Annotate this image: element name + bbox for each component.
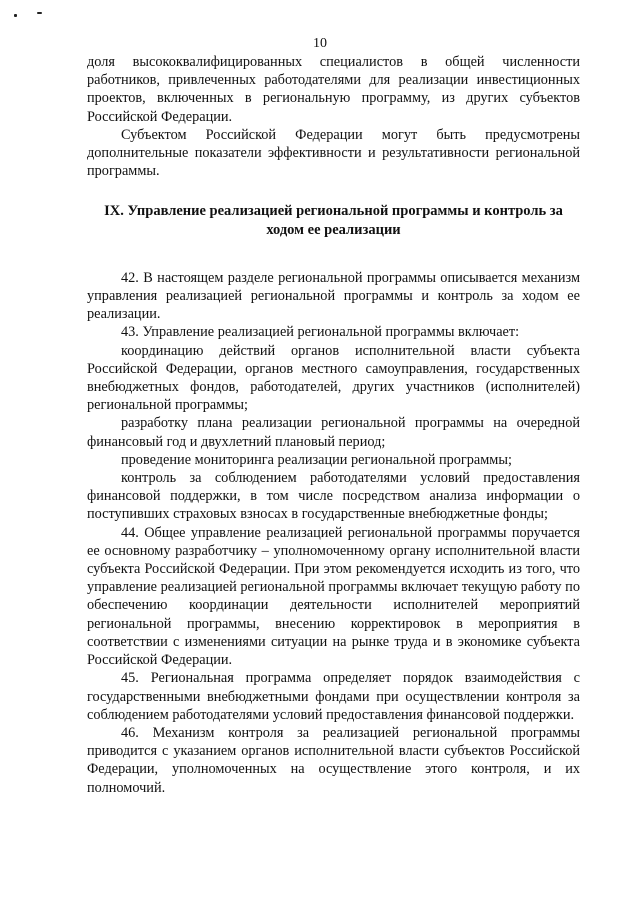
paragraph: 44. Общее управление реализацией региональной программы поручается ее основному разработчику – уполномоченному органу исполнительной власти субъекта Российской Федерации. При этом рекомендуется исходить из того, что управление реализацией региональной программы включает текущую работу по обеспечению координации деятельности исполнителей мероприятий региональной программы, внесению корректировок в мероприятия в соответствии с изменениями ситуации на рынке труда и в экономике субъекта Российской Федерации. [87, 524, 580, 669]
paragraph: 45. Региональная программа определяет порядок взаимодействия с государственными внебюджетными фондами при осуществлении контроля за соблюдением работодателями условий предоставления финансовой поддержки. [87, 670, 580, 723]
paragraph: Субъектом Российской Федерации могут быть предусмотрены дополнительные показатели эффективности и результативности региональной программы. [87, 126, 580, 180]
list-item: разработку плана реализации региональной программы на очередной финансовый год и двухлетний плановый период; [87, 415, 580, 450]
list-item: проведение мониторинга реализации региональной программы; [121, 451, 512, 468]
paragraph: 42. В настоящем разделе региональной программы описывается механизм управления реализацией региональной программы и контроль за ходом ее реализации. [87, 269, 580, 323]
paragraph: 43. Управление реализацией региональной программы включает: [121, 324, 520, 341]
scan-speck [37, 12, 42, 14]
scan-speck [14, 14, 17, 17]
section-heading: IX. Управление реализацией региональной программы и контроль за ходом ее реализации [104, 203, 563, 238]
page-number: 10 [313, 36, 327, 51]
list-item: контроль за соблюдением работодателями условий предоставления финансовой поддержки, в том числе посредством анализа информации о поступивших страховых взносах в государственные внебюджетные фонды; [87, 470, 580, 523]
paragraph: доля высококвалифицированных специалистов в общей численности работников, привлеченных работодателями для реализации инвестиционных проектов, включенных в региональную программу, из других субъектов Российской Федерации. [87, 54, 580, 125]
document-body [87, 53, 580, 797]
list-item: координацию действий органов исполнительной власти субъекта Российской Федерации, органов местного самоуправления, государственных внебюджетных фондов, работодателей, других участников (исполнителей) региональной программы; [87, 342, 580, 414]
paragraph: 46. Механизм контроля за реализацией региональной программы приводится с указанием органов исполнительной власти субъектов Российской Федерации, уполномоченных на осуществление этого контроля, и их полномочий. [87, 724, 580, 796]
